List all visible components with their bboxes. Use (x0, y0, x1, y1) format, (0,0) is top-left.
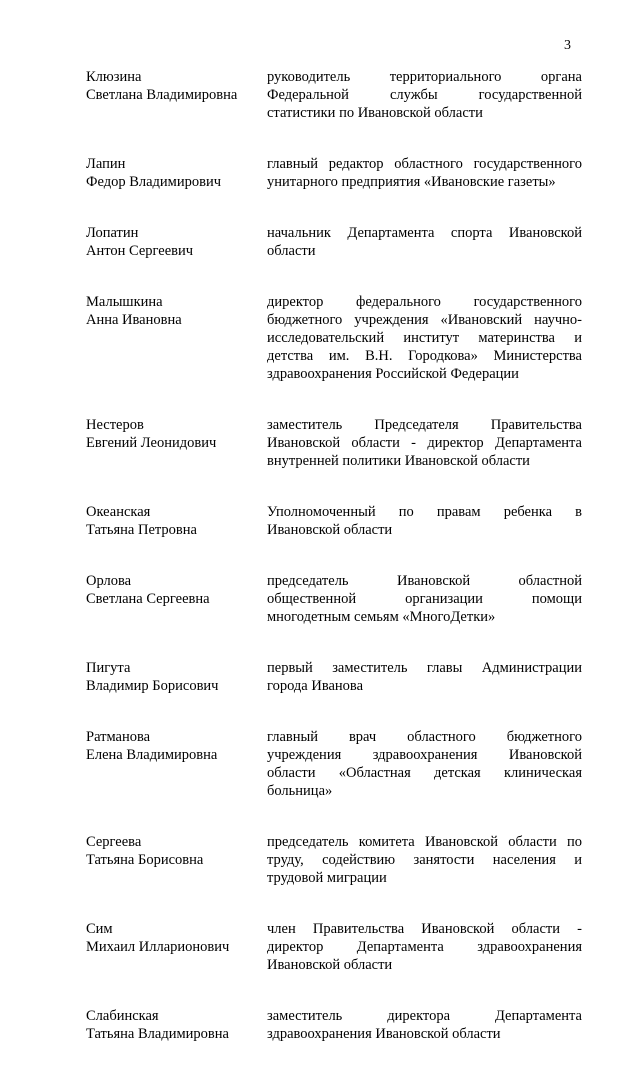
member-given-names: Татьяна Борисовна (86, 852, 204, 868)
member-surname: Сергеева (86, 834, 142, 850)
member-given-names: Евгений Леонидович (86, 435, 217, 451)
position-line: области «Областная детская клиническая (267, 765, 582, 781)
position-line: главный врач областного бюджетного (267, 729, 582, 745)
member-given-names: Антон Сергеевич (86, 243, 194, 259)
position-line: города Иванова (267, 678, 364, 694)
member-surname: Сим (86, 921, 113, 937)
position-line: учреждения здравоохранения Ивановской (267, 747, 582, 763)
member-entry (86, 224, 582, 260)
position-line: руководитель территориального органа (267, 69, 582, 85)
position-line: первый заместитель главы Администрации (267, 660, 582, 676)
members-list (86, 68, 582, 1076)
member-surname: Орлова (86, 573, 132, 589)
member-entry (86, 920, 582, 974)
position-line: детства им. В.Н. Городкова» Министерства (267, 348, 582, 364)
position-line: член Правительства Ивановской области - (267, 921, 582, 937)
position-line: главный редактор областного государственного (267, 156, 582, 172)
member-entry (86, 659, 582, 695)
member-name (86, 728, 267, 800)
position-line: председатель комитета Ивановской области по (267, 834, 582, 850)
member-name (86, 155, 267, 191)
position-line: многодетным семьям «МногоДетки» (267, 609, 496, 625)
position-line: внутренней политики Ивановской области (267, 453, 530, 469)
member-position (267, 728, 582, 800)
position-line: здравоохранения Российской Федерации (267, 366, 519, 382)
member-given-names: Светлана Сергеевна (86, 591, 210, 607)
position-line: Ивановской области - директор Департамента (267, 435, 582, 451)
member-given-names: Владимир Борисович (86, 678, 219, 694)
member-entry (86, 572, 582, 626)
page-number: 3 (564, 38, 571, 53)
member-name (86, 659, 267, 695)
position-line: бюджетного учреждения «Ивановский научно- (267, 312, 582, 328)
member-surname: Нестеров (86, 417, 144, 433)
member-name (86, 833, 267, 887)
position-line: здравоохранения Ивановской области (267, 1026, 501, 1042)
member-given-names: Татьяна Владимировна (86, 1026, 229, 1042)
member-position (267, 293, 582, 383)
member-name (86, 293, 267, 383)
member-position (267, 659, 582, 695)
member-entry (86, 155, 582, 191)
position-line: директор федерального государственного (267, 294, 582, 310)
member-entry (86, 833, 582, 887)
position-line: статистики по Ивановской области (267, 105, 483, 121)
member-entry (86, 503, 582, 539)
member-surname: Малышкина (86, 294, 163, 310)
member-entry (86, 68, 582, 122)
member-position (267, 68, 582, 122)
position-line: трудовой миграции (267, 870, 387, 886)
position-line: области (267, 243, 316, 259)
position-line: исследовательский институт материнства и (267, 330, 582, 346)
member-position (267, 920, 582, 974)
member-given-names: Анна Ивановна (86, 312, 182, 328)
member-name (86, 68, 267, 122)
member-surname: Ратманова (86, 729, 151, 745)
member-surname: Клюзина (86, 69, 142, 85)
member-entry (86, 1007, 582, 1043)
member-entry (86, 293, 582, 383)
position-line: общественной организации помощи (267, 591, 582, 607)
member-position (267, 572, 582, 626)
position-line: директор Департамента здравоохранения (267, 939, 582, 955)
member-position (267, 833, 582, 887)
position-line: больница» (267, 783, 333, 799)
position-line: Федеральной службы государственной (267, 87, 582, 103)
member-surname: Слабинская (86, 1008, 159, 1024)
member-name (86, 572, 267, 626)
member-position (267, 503, 582, 539)
member-given-names: Елена Владимировна (86, 747, 218, 763)
position-line: унитарного предприятия «Ивановские газеты» (267, 174, 556, 190)
member-name (86, 920, 267, 974)
position-line: председатель Ивановской областной (267, 573, 582, 589)
member-surname: Океанская (86, 504, 151, 520)
member-position (267, 416, 582, 470)
position-line: труду, содействию занятости населения и (267, 852, 582, 868)
position-line: заместитель директора Департамента (267, 1008, 582, 1024)
member-position (267, 155, 582, 191)
position-line: Ивановской области (267, 957, 393, 973)
member-name (86, 503, 267, 539)
position-line: Уполномоченный по правам ребенка в (267, 504, 582, 520)
member-name (86, 416, 267, 470)
member-entry (86, 416, 582, 470)
member-position (267, 1007, 582, 1043)
member-given-names: Федор Владимирович (86, 174, 222, 190)
member-surname: Пигута (86, 660, 131, 676)
position-line: Ивановской области (267, 522, 393, 538)
position-line: начальник Департамента спорта Ивановской (267, 225, 582, 241)
member-given-names: Михаил Илларионович (86, 939, 230, 955)
member-surname: Лопатин (86, 225, 139, 241)
member-position (267, 224, 582, 260)
member-given-names: Светлана Владимировна (86, 87, 238, 103)
member-entry (86, 728, 582, 800)
member-name (86, 1007, 267, 1043)
member-name (86, 224, 267, 260)
member-surname: Лапин (86, 156, 126, 172)
position-line: заместитель Председателя Правительства (267, 417, 582, 433)
member-given-names: Татьяна Петровна (86, 522, 197, 538)
